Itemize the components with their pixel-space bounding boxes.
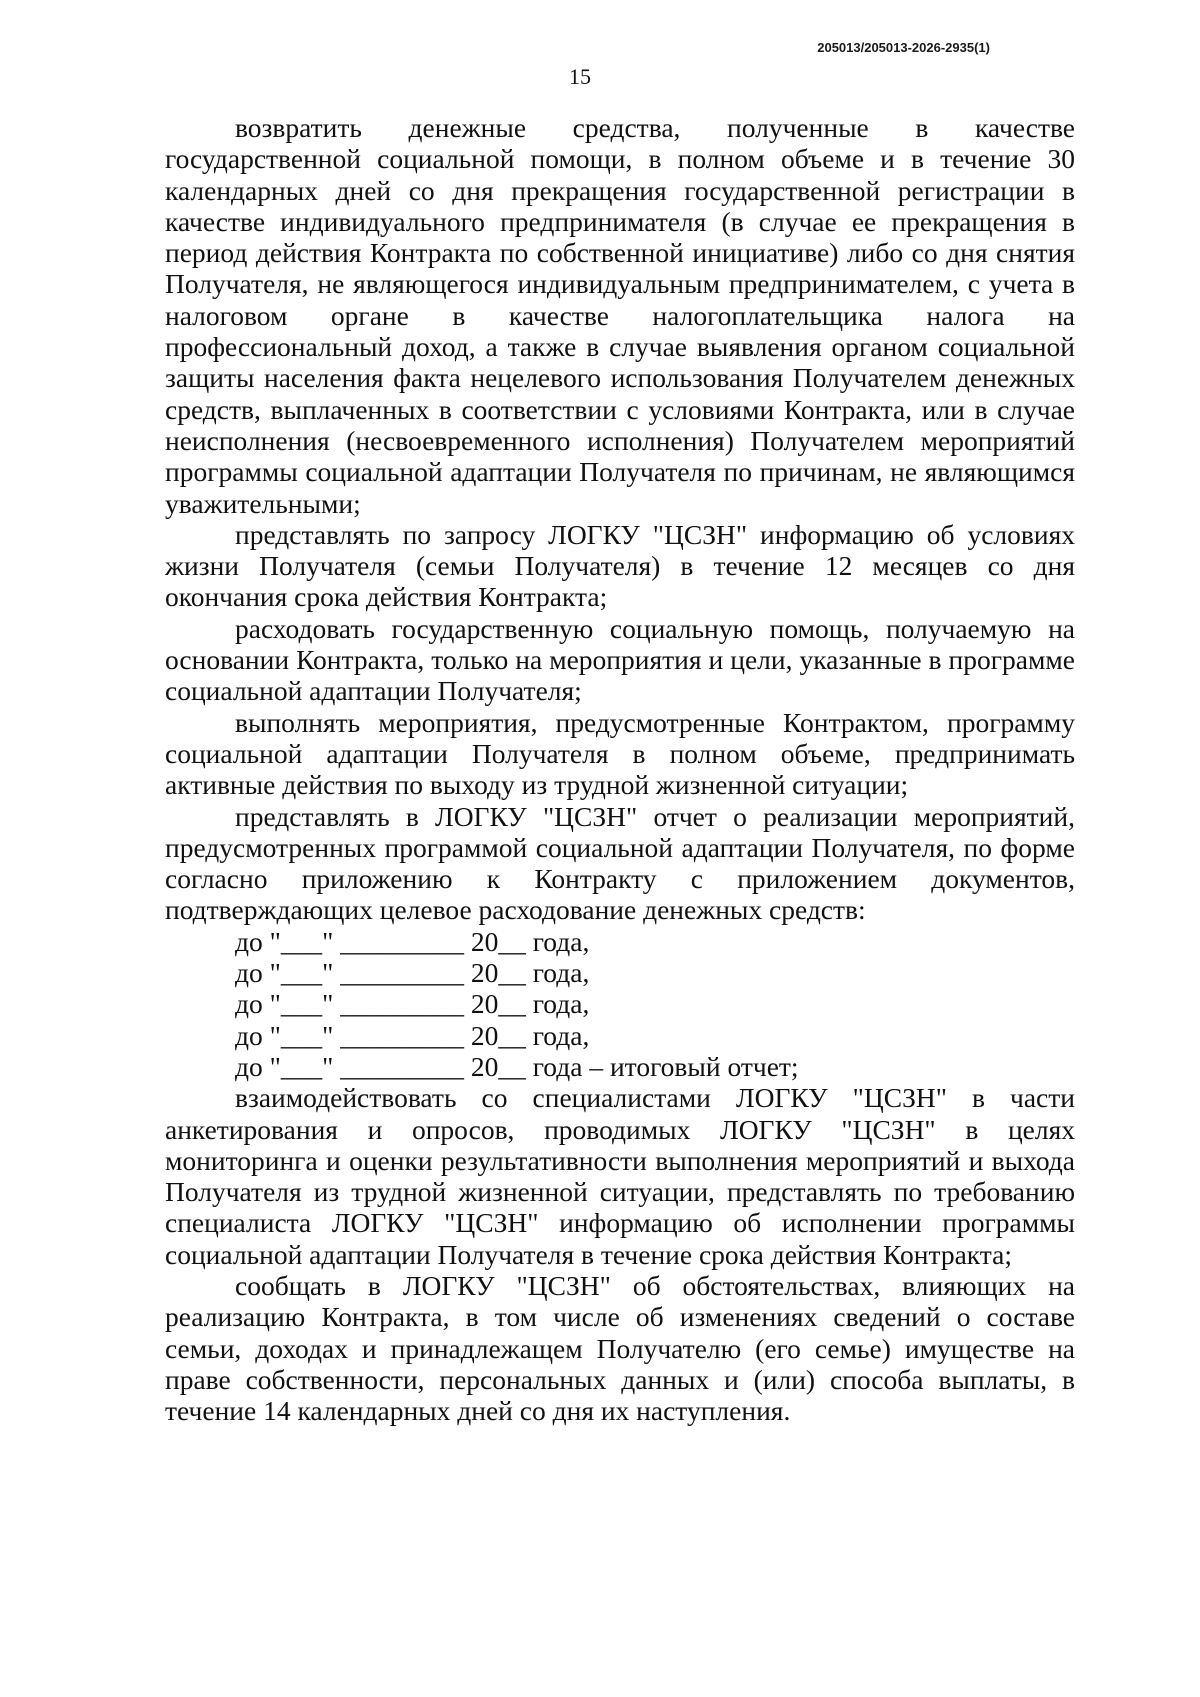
report-deadline-line: до "___" _________ 20__ года,: [235, 925, 590, 957]
report-deadline-line-final: до "___" _________ 20__ года – итоговый отчет;: [235, 1050, 799, 1082]
report-deadline-line: до "___" _________ 20__ года,: [235, 988, 590, 1020]
paragraph-fulfill-program: выполнять мероприятия, предусмотренные Контрактом, программу социальной адаптации Получателя в полном объеме, предпринимать активные действия по выходу из трудной жизненной ситуации;: [165, 706, 1075, 801]
report-deadline-line: до "___" _________ 20__ года,: [235, 957, 590, 989]
page-number: 15: [569, 64, 591, 89]
report-deadline-line: до "___" _________ 20__ года,: [235, 1019, 590, 1051]
paragraph-return-funds: возвратить денежные средства, полученные в качестве государственной социальной помощи, в полном объеме и в течение 30 календарных дней со дня прекращения государственной регистрации в качестве индивидуального предпринимателя (в случае ее прекращения в период действия Контракта по собственной инициативе) либо со дня снятия Получателя, не являющегося индивидуальным предпринимателем, с учета в налоговом органе в качестве налогоплательщика налога на профессиональный доход, а также в случае выявления органом социальной защиты населения факта нецелевого использования Получателем денежных средств, выплаченных в соответствии с условиями Контракта, или в случае неисполнения (несвоевременного исполнения) Получателем мероприятий программы социальной адаптации Получателя по причинам, не являющимся уважительными;: [165, 112, 1075, 519]
paragraph-submit-report: представлять в ЛОГКУ "ЦСЗН" отчет о реализации мероприятий, предусмотренных программой социальной адаптации Получателя, по форме согласно приложению к Контракту с приложением документов, подтверждающих целевое расходование денежных средств:: [165, 800, 1075, 926]
document-id: 205013/205013-2026-2935(1): [817, 40, 990, 55]
document-body: [165, 112, 1075, 1426]
paragraph-notify-changes: сообщать в ЛОГКУ "ЦСЗН" об обстоятельствах, влияющих на реализацию Контракта, в том числе об изменениях сведений о составе семьи, доходах и принадлежащем Получателю (его семье) имуществе на праве собственности, персональных данных и (или) способа выплаты, в течение 14 календарных дней со дня их наступления.: [165, 1269, 1075, 1427]
paragraph-spend-aid: расходовать государственную социальную помощь, получаемую на основании Контракта, только на мероприятия и цели, указанные в программе социальной адаптации Получателя;: [165, 612, 1075, 707]
paragraph-provide-info: представлять по запросу ЛОГКУ "ЦСЗН" информацию об условиях жизни Получателя (семьи Получателя) в течение 12 месяцев со дня окончания срока действия Контракта;: [165, 518, 1075, 613]
paragraph-cooperate: взаимодействовать со специалистами ЛОГКУ "ЦСЗН" в части анкетирования и опросов, проводимых ЛОГКУ "ЦСЗН" в целях мониторинга и оценки результативности выполнения мероприятий и выхода Получателя из трудной жизненной ситуации, представлять по требованию специалиста ЛОГКУ "ЦСЗН" информацию об исполнении программы социальной адаптации Получателя в течение срока действия Контракта;: [165, 1082, 1075, 1270]
report-deadlines: [165, 926, 1075, 1082]
